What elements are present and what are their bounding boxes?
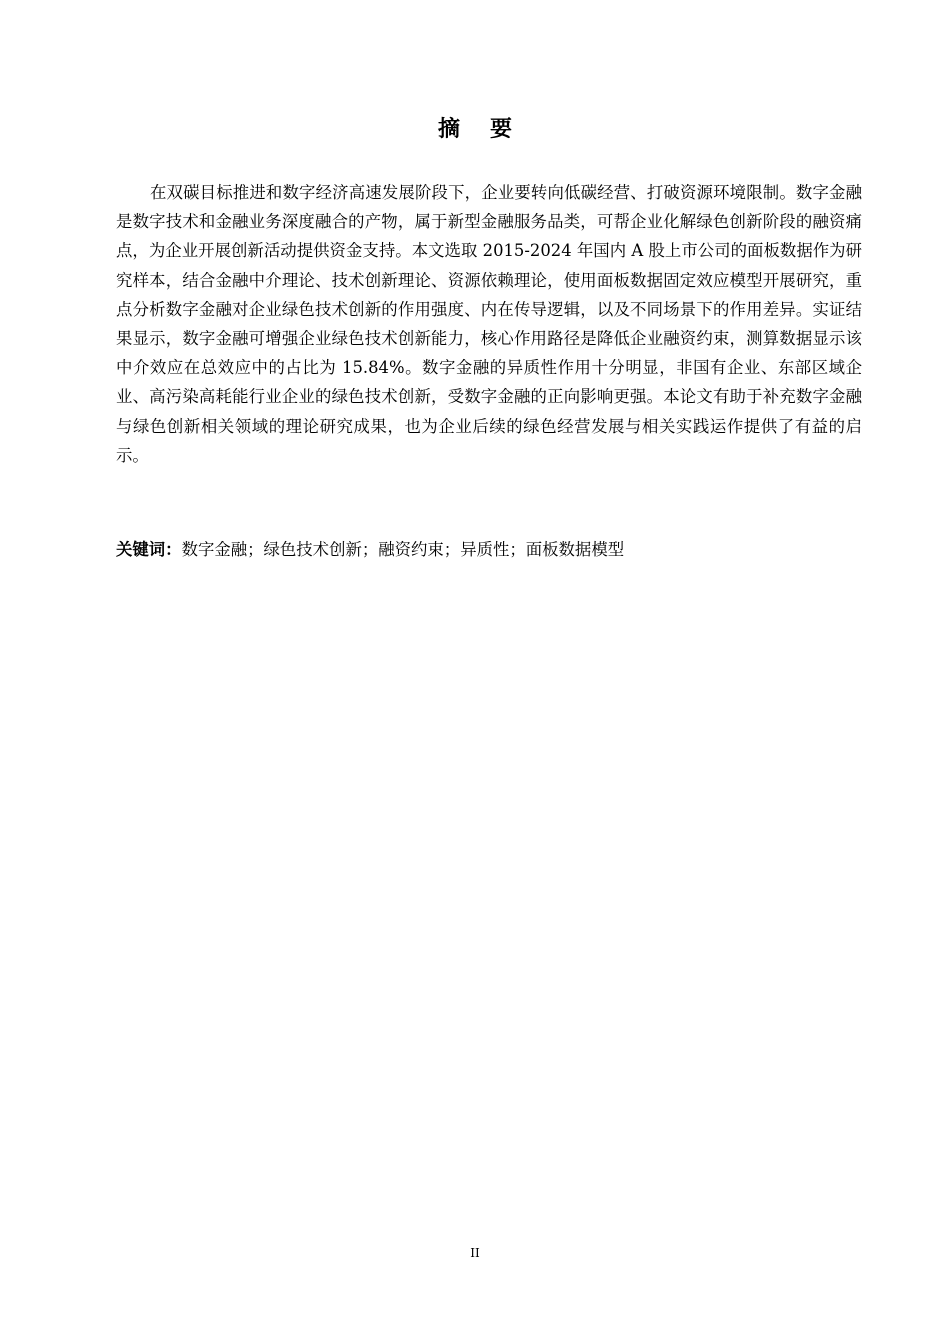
keywords-list: 数字金融；绿色技术创新；融资约束；异质性；面板数据模型 (181, 540, 625, 559)
keywords-label: 关键词： (116, 540, 182, 559)
keywords-line (116, 535, 862, 564)
abstract-title: 摘要 (437, 117, 542, 142)
page-number: II (470, 1246, 480, 1260)
abstract-body: 在双碳目标推进和数字经济高速发展阶段下，企业要转向低碳经营、打破资源环境限制。数字金融是数字技术和金融业务深度融合的产物，属于新型金融服务品类，可帮企业化解绿色创新阶段的融资痛点，为企业开展创新活动提供资金支持。本文选取 2015-2024 年国内 A 股上市公司的面板数据作为研究样本，结合金融中介理论、技术创新理论、资源依赖理论，使用面板数据固定效应模型开展研究，重点分析数字金融对企业绿色技术创新的作用强度、内在传导逻辑，以及不同场景下的作用差异。实证结果显示，数字金融可增强企业绿色技术创新能力，核心作用路径是降低企业融资约束，测算数据显示该中介效应在总效应中的占比为 15.84%。数字金融的异质性作用十分明显，非国有企业、东部区域企业、高污染高耗能行业企业的绿色技术创新，受数字金融的正向影响更强。本论文有助于补充数字金融与绿色创新相关领域的理论研究成果，也为企业后续的绿色经营发展与相关实践运作提供了有益的启示。 (116, 183, 862, 465)
